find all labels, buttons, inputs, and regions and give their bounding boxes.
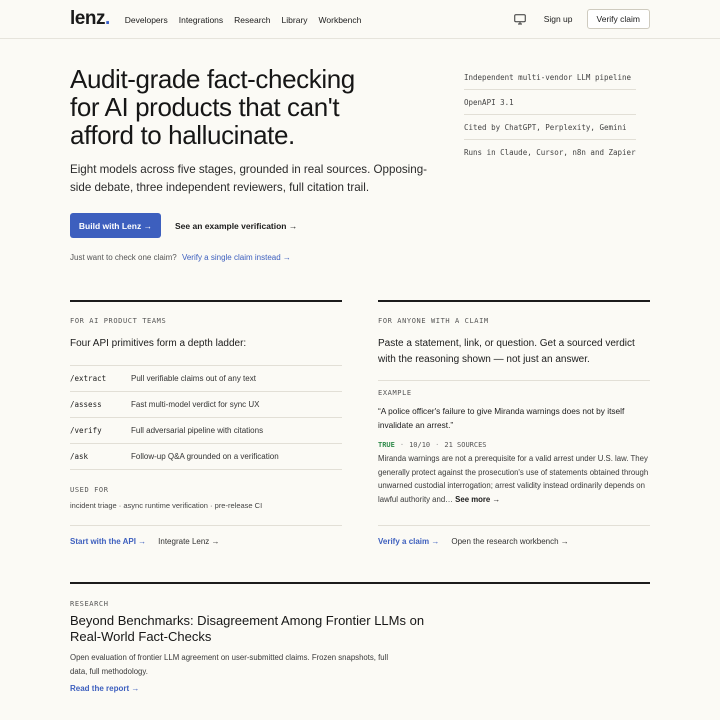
api-row[interactable] (70, 366, 342, 392)
teams-eyebrow: FOR AI PRODUCT TEAMS (70, 317, 167, 325)
logo[interactable]: lenz. (70, 8, 110, 29)
start-with-api-link[interactable]: Start with the API → (70, 537, 147, 546)
fact-item: Cited by ChatGPT, Perplexity, Gemini (464, 115, 636, 140)
example-verification (378, 380, 650, 506)
nav-research[interactable]: Research (234, 15, 271, 25)
source-count: 21 SOURCES (444, 441, 487, 449)
api-description: Fast multi-model verdict for sync UX (131, 399, 260, 409)
nav-integrations[interactable]: Integrations (178, 15, 224, 25)
api-description: Full adversarial pipeline with citations (131, 425, 264, 435)
header-actions (513, 9, 650, 29)
anyone-section (378, 300, 650, 550)
monitor-icon[interactable] (513, 12, 527, 26)
anyone-eyebrow: FOR ANYONE WITH A CLAIM (378, 317, 489, 325)
teams-links (70, 525, 342, 546)
api-command: /ask (70, 451, 89, 461)
api-row[interactable] (70, 418, 342, 444)
verify-claim-button[interactable]: Verify claim (587, 9, 650, 29)
reasoning-text: Miranda warnings are not a prerequisite for a valid arrest under U.S. law. They generally protect against the prosecution's use of statements obtained through unwarned custodial interrogation; arrest validity instead ordinarily depends on lawful authority and… (378, 454, 649, 504)
nav-developers[interactable]: Developers (124, 15, 168, 25)
research-title[interactable]: Beyond Benchmarks: Disagreement Among Frontier LLMs on Real-World Fact-Checks (70, 613, 425, 644)
verify-a-claim-link[interactable]: Verify a claim → (378, 537, 440, 546)
verdict-score: 10/10 (409, 441, 431, 449)
verdict-line (378, 441, 650, 449)
research-eyebrow: RESEARCH (70, 600, 109, 608)
nav-workbench[interactable]: Workbench (318, 15, 362, 25)
api-description: Pull verifiable claims out of any text (131, 373, 256, 383)
api-command: /assess (70, 399, 102, 409)
hero-title-line: for AI products that can't (70, 92, 340, 122)
hero-title-line: afford to hallucinate. (70, 120, 295, 150)
used-for-list: incident triage · async runtime verification · pre-release CI (70, 500, 263, 510)
api-row[interactable] (70, 444, 342, 470)
read-report-link[interactable]: Read the report → (70, 684, 140, 693)
teams-section (70, 300, 342, 550)
hint-text: Just want to check one claim? (70, 253, 177, 262)
anyone-links (378, 525, 650, 546)
verdict-badge: TRUE (378, 441, 395, 449)
example-claim: “A police officer's failure to give Miranda warnings does not by itself invalidate an arrest.” (378, 406, 625, 430)
build-with-lenz-button[interactable]: Build with Lenz → (70, 213, 161, 238)
integrate-lenz-link[interactable]: Integrate Lenz → (158, 537, 220, 546)
example-label: EXAMPLE (378, 389, 412, 397)
example-verification-link[interactable]: See an example verification → (175, 221, 298, 231)
hero-title-line: Audit-grade fact-checking (70, 64, 355, 94)
api-primitives-table (70, 365, 342, 470)
api-command: /extract (70, 373, 107, 383)
api-row[interactable] (70, 392, 342, 418)
nav-library[interactable]: Library (281, 15, 308, 25)
anyone-lead: Paste a statement, link, or question. Get a sourced verdict with the reasoning shown — not just an answer. (378, 338, 635, 365)
verify-single-claim-link[interactable]: Verify a single claim instead → (181, 253, 291, 262)
research-section (70, 582, 650, 696)
separator: · (435, 441, 440, 449)
used-for-label: USED FOR (70, 485, 109, 494)
site-header (0, 0, 720, 39)
main-nav (125, 15, 362, 25)
separator: · (399, 441, 405, 449)
hero-subtitle: Eight models across five stages, grounded in real sources. Opposing-side debate, three independent reviewers, full citation trail. (70, 163, 428, 194)
teams-lead: Four API primitives form a depth ladder: (70, 338, 247, 349)
verdict-reasoning (378, 452, 650, 506)
facts-list (464, 65, 636, 165)
api-command: /verify (70, 425, 102, 435)
sign-up-link[interactable]: Sign up (543, 14, 573, 24)
hero-title (70, 65, 450, 149)
single-claim-hint (70, 253, 291, 262)
research-description: Open evaluation of frontier LLM agreement on user-submitted claims. Frozen snapshots, full data, full methodology. (70, 653, 389, 676)
fact-item: OpenAPI 3.1 (464, 90, 636, 115)
fact-item: Independent multi-vendor LLM pipeline (464, 65, 636, 90)
see-more-link[interactable]: See more → (455, 494, 501, 504)
api-description: Follow-up Q&A grounded on a verification (131, 451, 279, 461)
fact-item: Runs in Claude, Cursor, n8n and Zapier (464, 148, 636, 157)
research-workbench-link[interactable]: Open the research workbench → (451, 537, 569, 546)
